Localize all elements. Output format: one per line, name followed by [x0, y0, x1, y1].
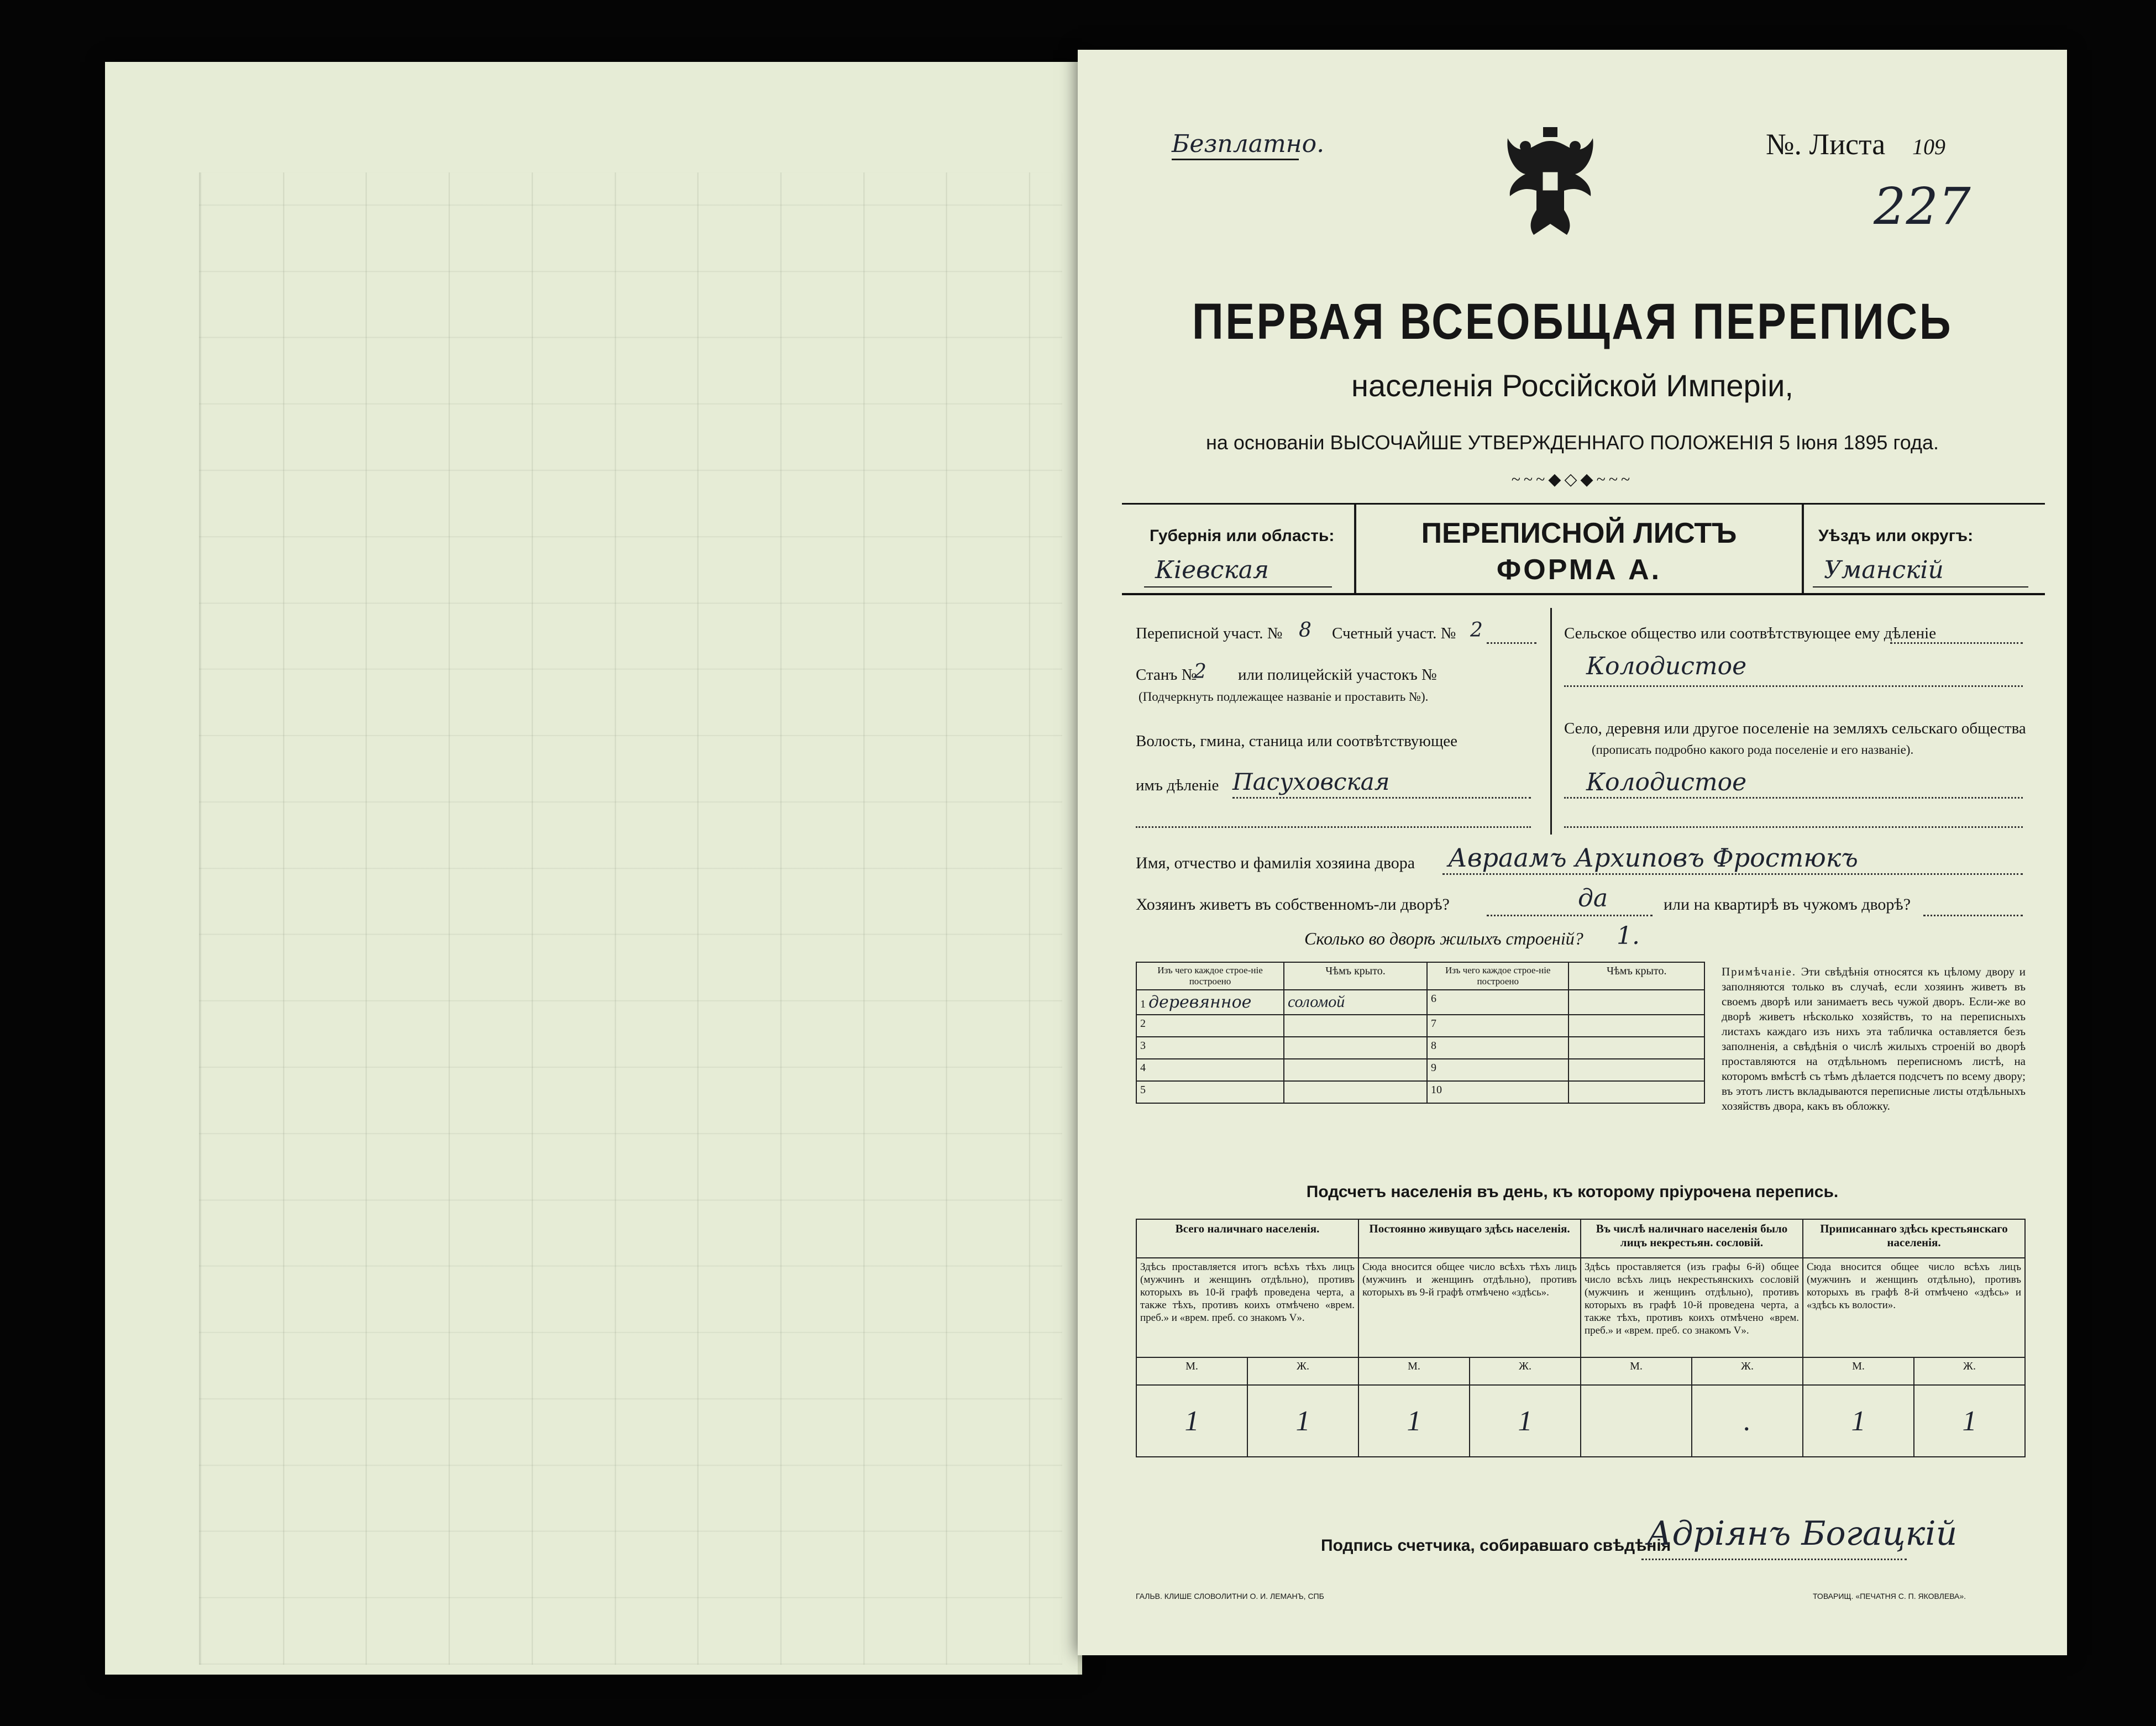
owner-name-label: Имя, отчество и фамилія хозяина двора: [1136, 854, 1415, 872]
row-number: 6: [1427, 990, 1569, 1015]
group-3-title: Въ числѣ наличнаго населенія было лицъ некрестьян. сословій.: [1581, 1219, 1803, 1258]
owner-lives-label: Хозяинъ живетъ въ собственномъ-ли дворѣ?: [1136, 895, 1450, 914]
form-title-line2: ФОРМА А.: [1496, 554, 1662, 586]
group-3-desc: Здѣсь проставляется (изъ графы 6-й) общее число всѣхъ лицъ некрестьянскихъ сословій (мужчинъ и женщинъ отдѣльно), противъ которыхъ въ графѣ 10-й проведена черта, а также тѣхъ, противъ коихъ отмѣчено «врем. преб.» и «врем. преб. со знакомъ V».: [1581, 1258, 1803, 1357]
m-header: М.: [1581, 1357, 1692, 1385]
building-material: деревянное: [1148, 993, 1252, 1012]
buildings-col-material: Изъ чего каждое строе-ніе построено: [1136, 962, 1284, 990]
uezd-label: Уѣздъ или округъ:: [1818, 527, 1974, 545]
village-dots-2: [1564, 826, 2023, 828]
note-text: Эти свѣдѣнія относятся къ цѣлому двору и заполняются только въ случаѣ, если хозяинъ живетъ въ своемъ дворѣ или занимаетъ весь чужой дворъ. Если-же во дворѣ живетъ нѣсколько хозяйствъ, то на переписныхъ листахъ каждаго изъ нихъ эта табличка оставляется безъ заполненія, а свѣдѣнія о числѣ жилыхъ строеній во дворѣ проставляются на отдѣльномъ переписномъ листѣ, на которомъ вмѣстѣ съ тѣмъ дѣлается подсчетъ по всему двору; въ этотъ листъ вкладываются переписные листы отдѣльныхъ хозяйствъ двора, какъ въ обложку.: [1722, 965, 2026, 1113]
stan-note: (Подчеркнуть подлежащее названіе и проставить №).: [1139, 690, 1429, 704]
double-headed-eagle-icon: [1503, 127, 1597, 238]
row-number: 7: [1427, 1015, 1569, 1037]
zh-header: Ж.: [1914, 1357, 2025, 1385]
owner-or-dots: [1923, 915, 2023, 916]
group-3-m-value: [1581, 1385, 1692, 1457]
group-1-title: Всего наличнаго населенія.: [1136, 1219, 1358, 1258]
row-number: 4: [1136, 1059, 1284, 1081]
table-row: [1136, 1059, 1704, 1081]
table-row: [1136, 1081, 1704, 1103]
group-2-zh-value: 1: [1470, 1385, 1581, 1457]
faded-table-ghost: [199, 172, 1062, 1665]
building-roof: [1284, 1059, 1427, 1081]
sheet-number-label: №. Листа: [1766, 128, 1886, 161]
row-number: 3: [1136, 1037, 1284, 1059]
building-roof: [1284, 1037, 1427, 1059]
form-basis-line: на основаніи ВЫСОЧАЙШЕ УТВЕРЖДЕННАГО ПОЛОЖЕНІЯ 5 Іюня 1895 года.: [1205, 431, 1939, 454]
village-value: Колодистое: [1586, 768, 1747, 796]
box-divider-right: [1802, 505, 1804, 593]
volost-label: Волость, гмина, станица или соотвѣтствующее: [1136, 732, 1458, 750]
volost-label-2: имъ дѣленіе: [1136, 777, 1219, 794]
count-heading: Подсчетъ населенія въ день, къ которому пріурочена перепись.: [1306, 1183, 1839, 1201]
volost-value: Пасуховская: [1232, 768, 1390, 795]
note-title: Примѣчаніе.: [1722, 965, 1797, 978]
group-1-zh-value: 1: [1247, 1385, 1358, 1457]
imprint-right: ТОВАРИЩ. «ПЕЧАТНЯ С. П. ЯКОВЛЕВА».: [1813, 1592, 1966, 1601]
form-header-box: [1122, 503, 2045, 595]
group-1-desc: Здѣсь проставляется итогъ всѣхъ тѣхъ лицъ (мужчинъ и женщинъ отдѣльно), противъ которыхъ въ 10-й графѣ проведена черта, а также тѣхъ, противъ коихъ отмѣчено «врем. преб.» и «врем. преб. со знакомъ V».: [1136, 1258, 1358, 1357]
buildings-col-roof: Чѣмъ крыто.: [1284, 962, 1427, 990]
society-label: Сельское общество или соотвѣтствующее ему дѣленіе: [1564, 625, 1937, 642]
table-row: [1136, 1015, 1704, 1037]
volost-dots-2: [1136, 826, 1531, 828]
building-roof: [1569, 1015, 1704, 1037]
schetny-dots: [1487, 642, 1536, 644]
row-number: 2: [1136, 1015, 1284, 1037]
free-label: Безплатно.: [1172, 130, 1325, 158]
gubernia-value: Кіевская: [1155, 556, 1270, 584]
building-roof: [1284, 1015, 1427, 1037]
building-roof: [1569, 1081, 1704, 1103]
uezd-value: Уманскій: [1824, 556, 1944, 584]
form-title-line1: ПЕРЕПИСНОЙ ЛИСТЪ: [1421, 517, 1737, 549]
society-dots: [1890, 642, 2023, 644]
buildings-col-roof-2: Чѣмъ крыто.: [1569, 962, 1704, 990]
zh-header: Ж.: [1470, 1357, 1581, 1385]
village-label: Село, деревня или другое поселеніе на земляхъ сельскаго общества: [1564, 720, 2026, 737]
village-note: (прописать подробно какого рода поселеніе и его названіе).: [1592, 743, 1914, 757]
buildings-col-material-2: Изъ чего каждое строе-ніе построено: [1427, 962, 1569, 990]
group-1-m-value: 1: [1136, 1385, 1247, 1457]
zh-header: Ж.: [1692, 1357, 1803, 1385]
form-subtitle: населенія Россійской Имперіи,: [1351, 368, 1793, 403]
group-2-desc: Сюда вносится общее число всѣхъ тѣхъ лицъ (мужчинъ и женщинъ отдѣльно), противъ которыхъ въ 9-й графѣ отмѣчено «здѣсь».: [1358, 1258, 1581, 1357]
row-number: 9: [1427, 1059, 1569, 1081]
group-4-zh-value: 1: [1914, 1385, 2025, 1457]
buildings-table: [1136, 962, 1705, 1104]
police-label: или полицейскій участокъ №: [1238, 666, 1437, 684]
society-dots-2: [1564, 685, 2023, 687]
perepis-uchast-value: 8: [1299, 619, 1312, 642]
table-row: [1136, 990, 1704, 1015]
schetny-uchast-label: Счетный участ. №: [1332, 625, 1456, 642]
sheet-number-printed: 109: [1912, 134, 1945, 159]
row-number: 5: [1136, 1081, 1284, 1103]
row-number: 8: [1427, 1037, 1569, 1059]
owner-lives-dots: [1487, 915, 1653, 916]
signature-label: Подпись счетчика, собиравшаго свѣдѣнія: [1321, 1536, 1671, 1555]
group-2-title: Постоянно живущаго здѣсь населенія.: [1358, 1219, 1581, 1258]
free-label-underline: [1172, 159, 1299, 160]
zh-header: Ж.: [1247, 1357, 1358, 1385]
group-4-desc: Сюда вносится общее число всѣхъ лицъ (мужчинъ и женщинъ отдѣльно), противъ которыхъ въ графѣ 8-й отмѣчено «здѣсь» и «здѣсь къ волости».: [1803, 1258, 2025, 1357]
table-row: [1136, 1037, 1704, 1059]
building-cell: [1136, 990, 1284, 1015]
owner-lives-value: да: [1578, 884, 1608, 912]
schetny-uchast-value: 2: [1470, 619, 1483, 642]
gubernia-underline: [1144, 586, 1332, 587]
uezd-underline: [1813, 586, 2028, 587]
form-main-title: ПЕРВАЯ ВСЕОБЩАЯ ПЕРЕПИСЬ: [1192, 293, 1953, 350]
ornament-divider: ~~~◆◇◆~~~: [1511, 470, 1634, 489]
m-header: М.: [1136, 1357, 1247, 1385]
perepis-uchast-label: Переписной участ. №: [1136, 625, 1283, 642]
m-header: М.: [1358, 1357, 1470, 1385]
m-header: М.: [1803, 1357, 1914, 1385]
society-value: Колодистое: [1586, 652, 1747, 680]
stan-label: Станъ №: [1136, 666, 1197, 684]
population-count-table: [1136, 1219, 2026, 1457]
building-roof: [1569, 1037, 1704, 1059]
owner-name-dots: [1442, 873, 2023, 875]
volost-dots: [1232, 797, 1531, 799]
signature-dots: [1641, 1559, 1907, 1560]
village-dots: [1564, 797, 2023, 799]
row-number: 10: [1427, 1081, 1569, 1103]
gubernia-label: Губернія или область:: [1150, 527, 1335, 545]
group-4-title: Приписаннаго здѣсь крестьянскаго населенія.: [1803, 1219, 2025, 1258]
building-roof: [1569, 990, 1704, 1015]
note-block: [1722, 964, 2026, 1114]
census-form-page: [1078, 50, 2067, 1655]
owner-or-label: или на квартирѣ въ чужомъ дворѣ?: [1664, 895, 1911, 914]
left-page: [105, 62, 1082, 1675]
fields-vertical-divider: [1550, 608, 1552, 835]
buildings-count-value: 1.: [1617, 922, 1640, 950]
group-2-m-value: 1: [1358, 1385, 1470, 1457]
signature-value: Адріянъ Богацкій: [1647, 1514, 1958, 1553]
sheet-number-handwritten: 227: [1874, 177, 1971, 236]
building-roof: [1284, 1081, 1427, 1103]
buildings-count-label: Сколько во дворѣ жилыхъ строеній?: [1304, 928, 1583, 948]
building-roof: [1569, 1059, 1704, 1081]
row-number: 1: [1140, 998, 1146, 1010]
group-4-m-value: 1: [1803, 1385, 1914, 1457]
group-3-zh-value: .: [1692, 1385, 1803, 1457]
imprint-left: ГАЛЬВ. КЛИШЕ СЛОВОЛИТНИ О. И. ЛЕМАНЪ, СПБ: [1136, 1592, 1324, 1601]
building-roof: соломой: [1284, 990, 1427, 1015]
stan-value: 2: [1194, 660, 1206, 683]
owner-name-value: Авраамъ Архиповъ Фростюкъ: [1448, 843, 1858, 873]
